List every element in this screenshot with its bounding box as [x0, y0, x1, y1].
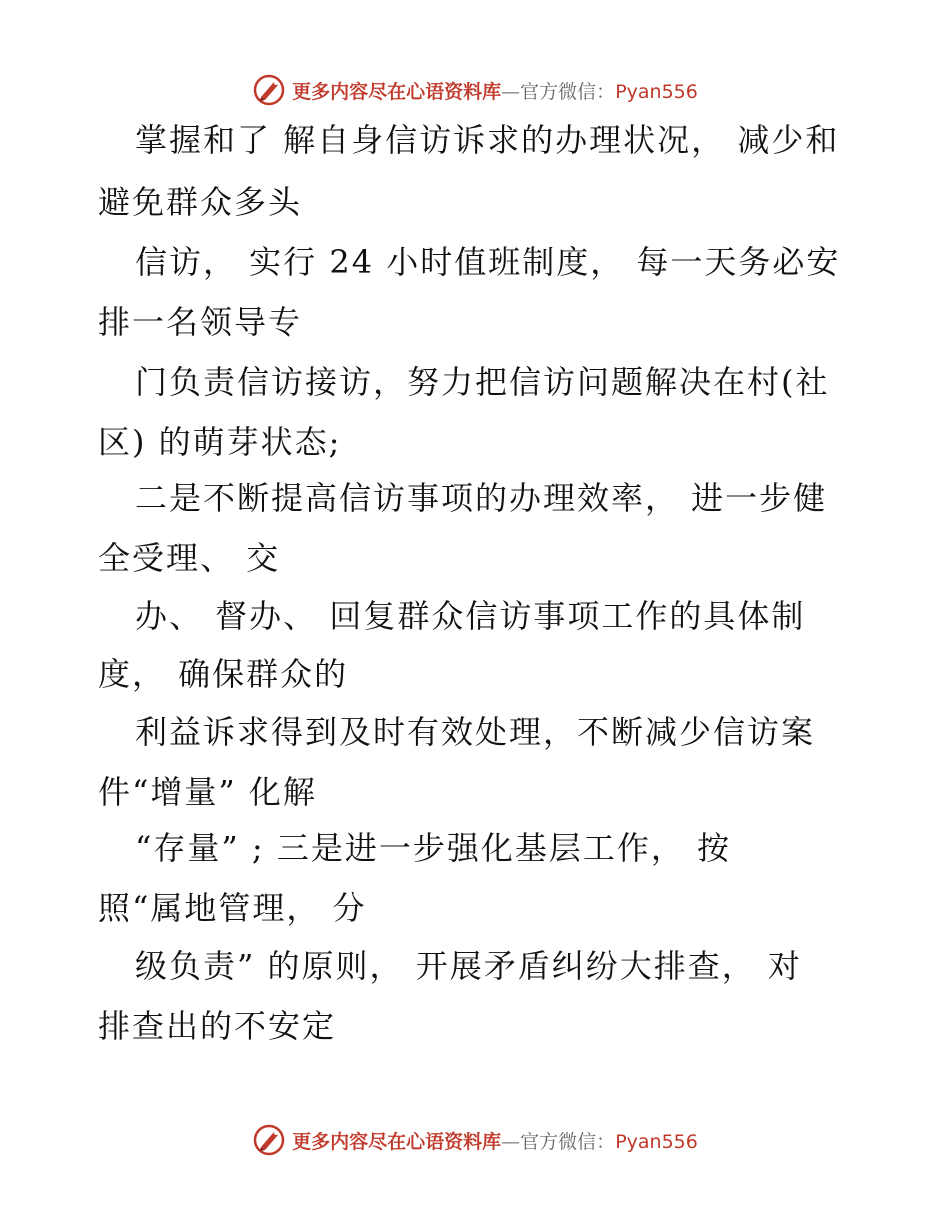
- pen-circle-logo-icon: [252, 1123, 286, 1157]
- pen-circle-logo-icon: [252, 73, 286, 107]
- watermark-wechat-label: 官方微信：: [520, 1130, 616, 1153]
- watermark-dash: —: [501, 80, 521, 103]
- watermark-wechat-id: Pyan556: [615, 1130, 698, 1153]
- watermark-wechat-label: 官方微信：: [520, 80, 616, 103]
- paragraph-line: 门负责信访接访，努力把信访问题解决在村(社: [135, 363, 830, 401]
- paragraph-line: 排查出的不安定: [98, 1007, 337, 1045]
- paragraph-line: 排一名领导专: [98, 303, 303, 341]
- paragraph-line: 区) 的萌芽状态;: [98, 423, 342, 461]
- header-watermark: [0, 70, 950, 110]
- paragraph-line: 避免群众多头: [98, 183, 303, 221]
- paragraph-line: 二是不断提高信访事项的办理效率， 进一步健: [135, 479, 828, 517]
- paragraph-line: 掌握和了 解自身信访诉求的办理状况， 减少和: [135, 121, 840, 159]
- watermark-wechat-id: Pyan556: [615, 80, 698, 103]
- paragraph-line: 信访， 实行 24 小时值班制度， 每一天务必安: [135, 243, 841, 281]
- watermark-text: [292, 77, 698, 104]
- paragraph-line: “存量” ; 三是进一步强化基层工作， 按: [135, 829, 732, 867]
- paragraph-line: 利益诉求得到及时有效处理，不断减少信访案: [135, 713, 816, 751]
- paragraph-line: 件“增量” 化解: [98, 773, 317, 811]
- paragraph-line: 照“属地管理， 分: [98, 889, 367, 927]
- footer-watermark: [0, 1120, 950, 1160]
- paragraph-line: 办、 督办、 回复群众信访事项工作的具体制: [135, 597, 806, 635]
- watermark-dash: —: [501, 1130, 521, 1153]
- paragraph-line: 度， 确保群众的: [98, 655, 349, 693]
- paragraph-line: 级负责” 的原则， 开展矛盾纠纷大排查， 对: [135, 947, 802, 985]
- watermark-brand: 更多内容尽在心语资料库: [292, 80, 502, 103]
- watermark-text: [292, 1127, 698, 1154]
- paragraph-line: 全受理、 交: [98, 539, 281, 577]
- watermark-brand: 更多内容尽在心语资料库: [292, 1130, 502, 1153]
